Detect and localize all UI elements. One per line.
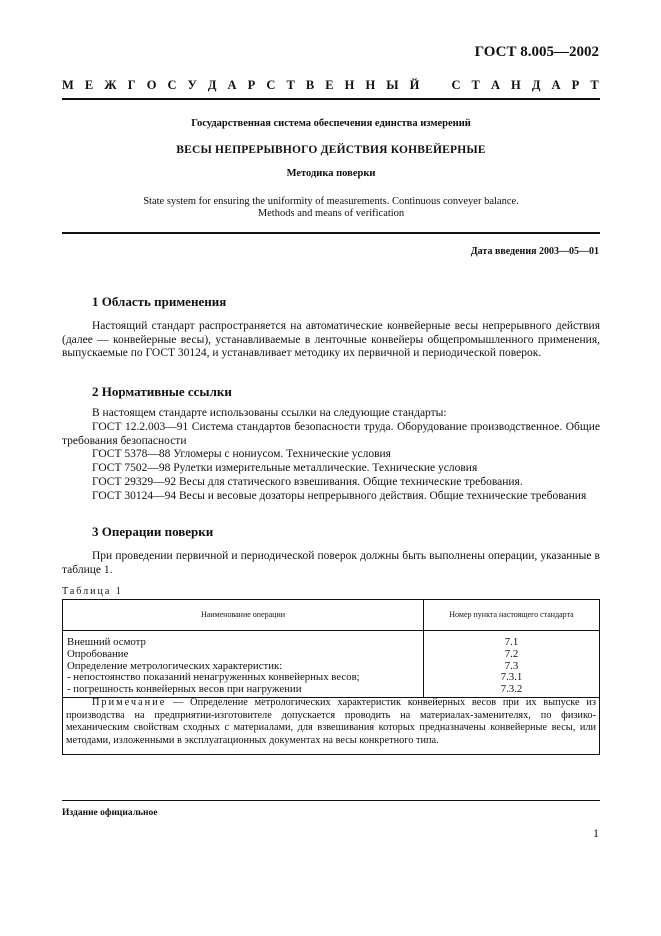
reference-item: ГОСТ 12.2.003—91 Система стандартов безопасности труда. Оборудование производственное. Общие требования безопасности: [62, 421, 600, 447]
clause-number: 7.3.1: [500, 671, 523, 684]
header-letter: Д: [531, 78, 541, 92]
table-row: Внешний осмотр: [67, 636, 146, 648]
header-letter: Е: [325, 78, 334, 92]
section2-heading: 2 Нормативные ссылки: [92, 384, 232, 399]
header-letter: Г: [127, 78, 136, 92]
header-letter: О: [146, 78, 157, 92]
header-letter: Н: [365, 78, 376, 92]
page-number: 1: [593, 826, 599, 840]
section1-heading: 1 Область применения: [92, 294, 227, 309]
header-letter: У: [187, 78, 197, 92]
header-letter: Т: [286, 78, 295, 92]
table-note: [66, 697, 596, 747]
main-title: ВЕСЫ НЕПРЕРЫВНОГО ДЕЙСТВИЯ КОНВЕЙЕРНЫЕ: [176, 144, 486, 156]
header-letter: М: [62, 78, 74, 92]
table-row: Опробование: [67, 647, 129, 660]
clause-number: 7.1: [504, 636, 519, 648]
clauses-cell: [424, 631, 600, 698]
table-header-row: [63, 600, 600, 631]
interstate-standard-header: [62, 78, 599, 93]
section1-text: Настоящий стандарт распространяется на автоматические конвейерные весы непрерывного действия (далее — конвейерные весы), устанавливаемые в ленточные конвейеры общепромышленного применения, выпускаемые по ГОСТ 30124, и устанавливает методику их первичной и периодической поверок.: [62, 320, 600, 360]
title-rule: [62, 232, 600, 234]
header-letter: Т: [590, 78, 599, 92]
operations-cell: [63, 631, 424, 698]
section3-text: При проведении первичной и периодической поверок должны быть выполнены операции, указанные в таблице 1.: [62, 550, 600, 576]
clause-number: 7.3: [504, 659, 519, 672]
footer-rule: [62, 800, 600, 801]
reference-item: ГОСТ 7502—98 Рулетки измерительные металлические. Технические условия: [92, 462, 478, 474]
table-row: - непостоянство показаний ненагруженных конвейерных весов;: [67, 671, 360, 684]
header-letter: В: [305, 78, 315, 92]
subtitle: Методика поверки: [286, 168, 376, 179]
reference-item: ГОСТ 5378—88 Угломеры с нониусом. Технические условия: [92, 448, 391, 460]
clause-number: 7.3.2: [500, 683, 523, 696]
header-letter: Р: [247, 78, 256, 92]
header-letter: Р: [571, 78, 580, 92]
header-letter: А: [227, 78, 237, 92]
reference-item: ГОСТ 30124—94 Весы и весовые дозаторы непрерывного действия. Общие технические требования: [92, 490, 587, 502]
header-letter: Т: [471, 78, 480, 92]
table-row: Определение метрологических характеристик:: [67, 659, 283, 672]
system-title: Государственная система обеспечения единства измерений: [191, 118, 471, 129]
section2-intro: В настоящем стандарте использованы ссылки на следующие стандарты:: [92, 407, 447, 419]
header-letter: Н: [511, 78, 521, 92]
reference-item: ГОСТ 29329—92 Весы для статического взвешивания. Общие технические требования.: [92, 476, 523, 488]
table-row: - погрешность конвейерных весов при нагружении: [67, 683, 302, 696]
column-header-operation: Наименование операции: [63, 600, 424, 631]
header-letter: С: [266, 78, 276, 92]
english-title-line1: State system for ensuring the uniformity of measurements. Continuous conveyer balance.: [143, 196, 519, 207]
header-letter: Ж: [104, 78, 117, 92]
header-rule: [62, 98, 600, 100]
header-letter: С: [451, 78, 461, 92]
gost-code: ГОСТ 8.005—2002: [474, 44, 599, 60]
edition-label: Издание официальное: [62, 808, 158, 818]
header-letter: А: [490, 78, 500, 92]
table-body: [63, 631, 600, 698]
english-title-line2: Methods and means of verification: [257, 208, 405, 219]
note-text: — Определение метрологических характеристик конвейерных весов при их выпуске из производства на предприятии-изготовителе допускается проводить на материалах-заменителях, по физико-механическим свойствам сходных с материалами, для взвешивания которых предназначены конвейерные весы, или методами, изложенными в эксплуатационных документах на весы конкретного типа.: [66, 697, 596, 746]
clause-number: 7.2: [504, 647, 519, 660]
header-letter: Н: [344, 78, 355, 92]
header-letter: Е: [84, 78, 94, 92]
header-letter: Ы: [386, 78, 399, 92]
header-letter: С: [167, 78, 177, 92]
column-header-clause: Номер пункта настоящего стандарта: [424, 600, 600, 631]
header-gap: [430, 78, 440, 93]
header-letter: Й: [409, 78, 420, 92]
section3-heading: 3 Операции поверки: [92, 524, 214, 539]
note-label: Примечание: [92, 697, 167, 708]
header-letter: А: [551, 78, 561, 92]
date-of-introduction: Дата введения 2003—05—01: [470, 246, 599, 257]
table-caption: Таблица 1: [62, 586, 123, 597]
header-letter: Д: [207, 78, 217, 92]
